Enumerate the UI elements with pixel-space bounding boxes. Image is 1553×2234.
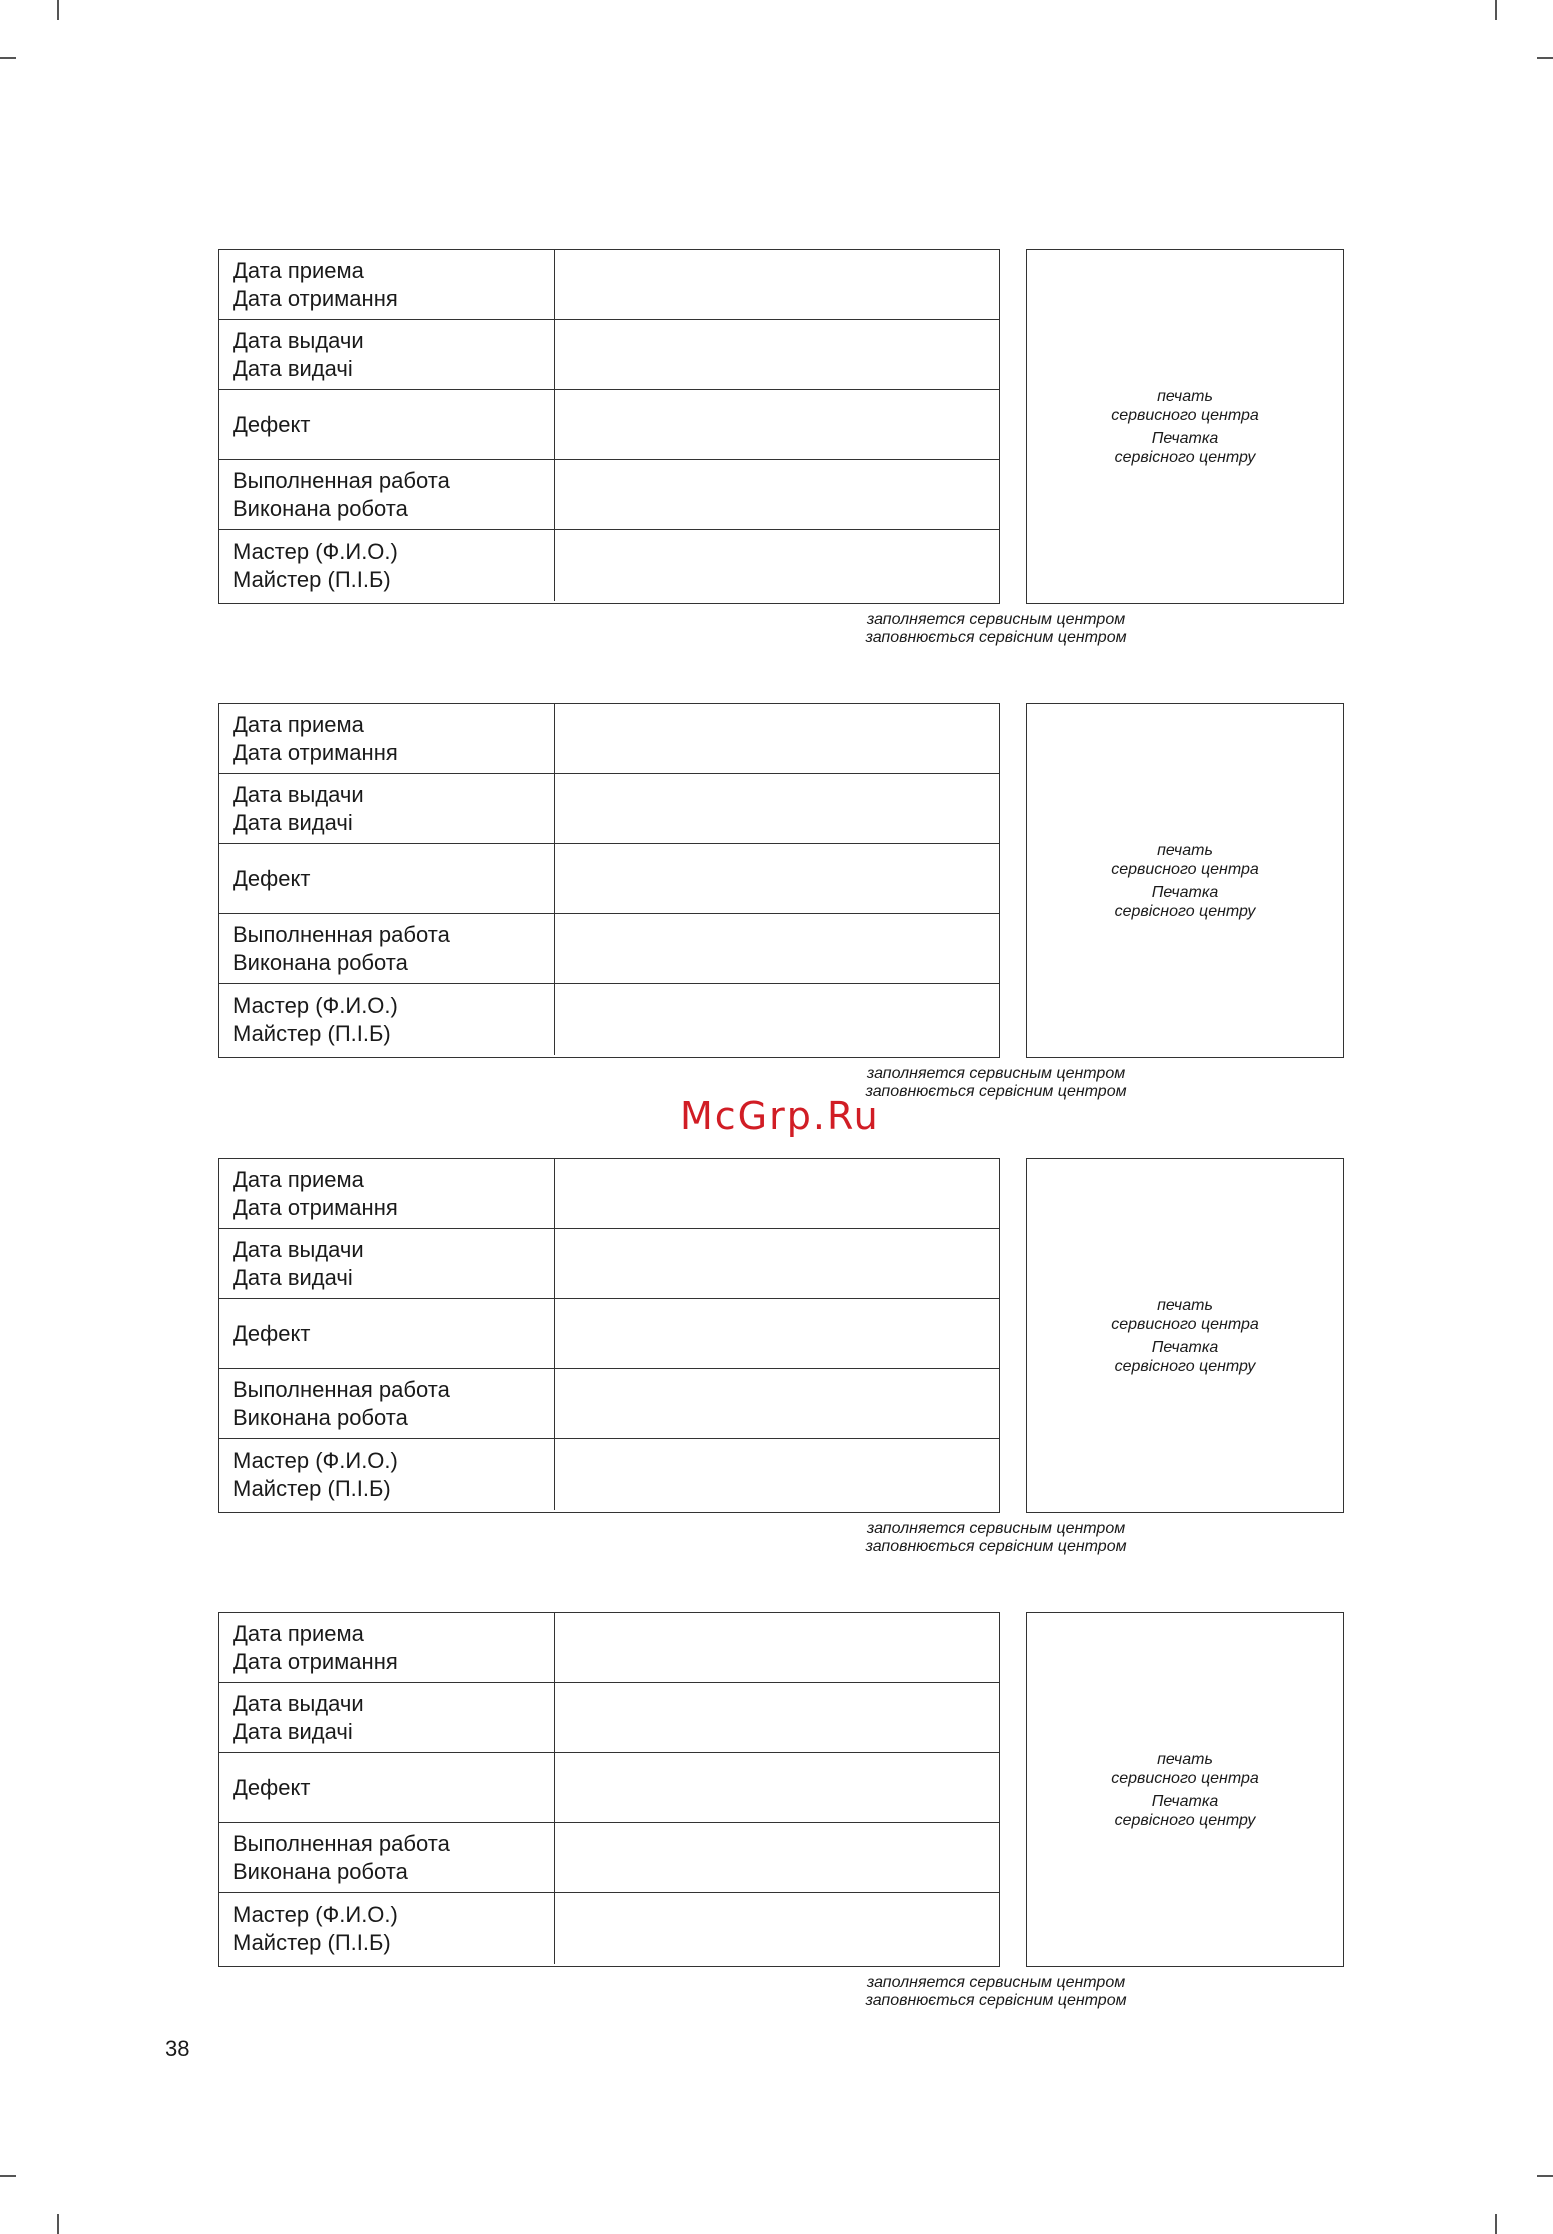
row-defect [219, 1299, 999, 1369]
service-record-card-4 [218, 1612, 1344, 2009]
label-date-received [219, 1159, 555, 1228]
label-master [219, 530, 555, 601]
service-record-form [218, 1612, 1000, 1967]
note-ru: заполняется сервисным центром [866, 611, 1126, 628]
stamp-line: сервисного центра [1111, 1769, 1259, 1787]
note-uk: заповнюється сервісним центром [865, 1992, 1127, 2009]
label-ru: Дата приема [233, 1166, 364, 1192]
service-record-form [218, 703, 1000, 1058]
label-date-issued [219, 774, 555, 843]
row-date-received [219, 704, 999, 774]
label-uk: Дата видачі [233, 1264, 353, 1290]
service-record-card-2 [218, 703, 1344, 1100]
label-ru: Выполненная работа [233, 467, 450, 493]
note-uk: заповнюється сервісним центром [865, 629, 1127, 646]
field-date-issued[interactable] [555, 320, 999, 389]
stamp-line: Печатка [1151, 1792, 1219, 1810]
stamp-box [1026, 1612, 1344, 1967]
stamp-line: Печатка [1151, 1338, 1219, 1356]
label-defect-text: Дефект [233, 865, 311, 891]
note-ru: заполняется сервисным центром [866, 1974, 1126, 1991]
row-work-done [219, 1369, 999, 1439]
field-master[interactable] [555, 984, 999, 1055]
stamp-line: сервісного центру [1114, 902, 1256, 920]
stamp-line: Печатка [1151, 429, 1219, 447]
label-ru: Мастер (Ф.И.О.) [233, 992, 398, 1018]
service-record-form [218, 1158, 1000, 1513]
row-date-issued [219, 1683, 999, 1753]
field-master[interactable] [555, 1439, 999, 1510]
label-ru: Мастер (Ф.И.О.) [233, 1901, 398, 1927]
field-date-issued[interactable] [555, 774, 999, 843]
stamp-line: сервісного центру [1114, 1811, 1256, 1829]
stamp-line: сервісного центру [1114, 448, 1256, 466]
label-master [219, 984, 555, 1055]
field-defect[interactable] [555, 1753, 999, 1822]
row-master [219, 1893, 999, 1964]
label-master [219, 1439, 555, 1510]
field-date-received[interactable] [555, 1613, 999, 1682]
field-work-done[interactable] [555, 914, 999, 983]
label-uk: Дата отримання [233, 1648, 398, 1674]
label-ru: Мастер (Ф.И.О.) [233, 538, 398, 564]
field-date-received[interactable] [555, 250, 999, 319]
label-ru: Дата приема [233, 1620, 364, 1646]
page-number: 38 [165, 2036, 190, 2061]
field-work-done[interactable] [555, 1369, 999, 1438]
crop-mark [1495, 2214, 1497, 2234]
label-defect-text: Дефект [233, 411, 311, 437]
stamp-line: сервісного центру [1114, 1357, 1256, 1375]
field-date-received[interactable] [555, 704, 999, 773]
label-defect-text: Дефект [233, 1320, 311, 1346]
row-work-done [219, 1823, 999, 1893]
stamp-line: Печатка [1151, 883, 1219, 901]
label-ru: Выполненная работа [233, 1830, 450, 1856]
label-uk: Майстер (П.І.Б) [233, 1475, 391, 1501]
stamp-box [1026, 1158, 1344, 1513]
field-date-issued[interactable] [555, 1683, 999, 1752]
label-ru: Дата выдачи [233, 1690, 364, 1716]
stamp-line: сервисного центра [1111, 860, 1259, 878]
label-ru: Выполненная работа [233, 1376, 450, 1402]
field-defect[interactable] [555, 1299, 999, 1368]
label-date-issued [219, 320, 555, 389]
stamp-line: печать [1157, 841, 1213, 859]
row-defect [219, 390, 999, 460]
label-work-done [219, 914, 555, 983]
label-uk: Виконана робота [233, 495, 408, 521]
field-work-done[interactable] [555, 460, 999, 529]
label-uk: Майстер (П.І.Б) [233, 1929, 391, 1955]
label-defect-text: Дефект [233, 1774, 311, 1800]
label-work-done [219, 1369, 555, 1438]
label-ru: Дата выдачи [233, 781, 364, 807]
label-uk: Дата видачі [233, 355, 353, 381]
row-date-issued [219, 1229, 999, 1299]
row-master [219, 1439, 999, 1510]
row-defect [219, 844, 999, 914]
crop-mark [0, 57, 16, 59]
service-record-card-3 [218, 1158, 1344, 1555]
fill-note [776, 1520, 1216, 1556]
label-work-done [219, 1823, 555, 1892]
label-uk: Виконана робота [233, 1858, 408, 1884]
stamp-line: печать [1157, 387, 1213, 405]
stamp-line: печать [1157, 1296, 1213, 1314]
field-master[interactable] [555, 1893, 999, 1964]
field-date-issued[interactable] [555, 1229, 999, 1298]
label-defect [219, 844, 555, 913]
field-defect[interactable] [555, 844, 999, 913]
note-ru: заполняется сервисным центром [866, 1065, 1126, 1082]
label-uk: Майстер (П.І.Б) [233, 566, 391, 592]
watermark: McGrp.Ru [680, 1094, 880, 1138]
label-uk: Майстер (П.І.Б) [233, 1020, 391, 1046]
fill-note [776, 611, 1216, 647]
label-uk: Дата видачі [233, 1718, 353, 1744]
field-date-received[interactable] [555, 1159, 999, 1228]
stamp-box [1026, 703, 1344, 1058]
label-ru: Мастер (Ф.И.О.) [233, 1447, 398, 1473]
service-record-form [218, 249, 1000, 604]
label-date-received [219, 704, 555, 773]
field-work-done[interactable] [555, 1823, 999, 1892]
note-uk: заповнюється сервісним центром [865, 1538, 1127, 1555]
row-date-received [219, 1159, 999, 1229]
crop-mark [57, 2214, 59, 2234]
crop-mark [0, 2175, 16, 2177]
note-ru: заполняется сервисным центром [866, 1520, 1126, 1537]
service-record-card-1 [218, 249, 1344, 646]
fill-note [776, 1974, 1216, 2010]
row-work-done [219, 460, 999, 530]
crop-mark [1495, 0, 1497, 20]
field-master[interactable] [555, 530, 999, 601]
label-ru: Дата приема [233, 711, 364, 737]
label-work-done [219, 460, 555, 529]
label-defect [219, 1753, 555, 1822]
row-work-done [219, 914, 999, 984]
row-date-received [219, 1613, 999, 1683]
label-uk: Дата отримання [233, 285, 398, 311]
label-master [219, 1893, 555, 1964]
label-ru: Дата приема [233, 257, 364, 283]
label-uk: Дата отримання [233, 739, 398, 765]
label-uk: Виконана робота [233, 949, 408, 975]
crop-mark [1537, 2175, 1553, 2177]
label-ru: Дата выдачи [233, 327, 364, 353]
field-defect[interactable] [555, 390, 999, 459]
row-date-issued [219, 774, 999, 844]
crop-mark [57, 0, 59, 20]
stamp-line: сервисного центра [1111, 406, 1259, 424]
label-defect [219, 1299, 555, 1368]
row-date-received [219, 250, 999, 320]
label-uk: Дата отримання [233, 1194, 398, 1220]
label-date-issued [219, 1229, 555, 1298]
label-ru: Дата выдачи [233, 1236, 364, 1262]
row-master [219, 984, 999, 1055]
label-uk: Дата видачі [233, 809, 353, 835]
label-defect [219, 390, 555, 459]
label-date-received [219, 1613, 555, 1682]
label-ru: Выполненная работа [233, 921, 450, 947]
note-uk: заповнюється сервісним центром [865, 1083, 1127, 1100]
stamp-line: сервисного центра [1111, 1315, 1259, 1333]
label-date-received [219, 250, 555, 319]
label-uk: Виконана робота [233, 1404, 408, 1430]
row-date-issued [219, 320, 999, 390]
row-master [219, 530, 999, 601]
stamp-line: печать [1157, 1750, 1213, 1768]
crop-mark [1537, 57, 1553, 59]
label-date-issued [219, 1683, 555, 1752]
stamp-box [1026, 249, 1344, 604]
row-defect [219, 1753, 999, 1823]
